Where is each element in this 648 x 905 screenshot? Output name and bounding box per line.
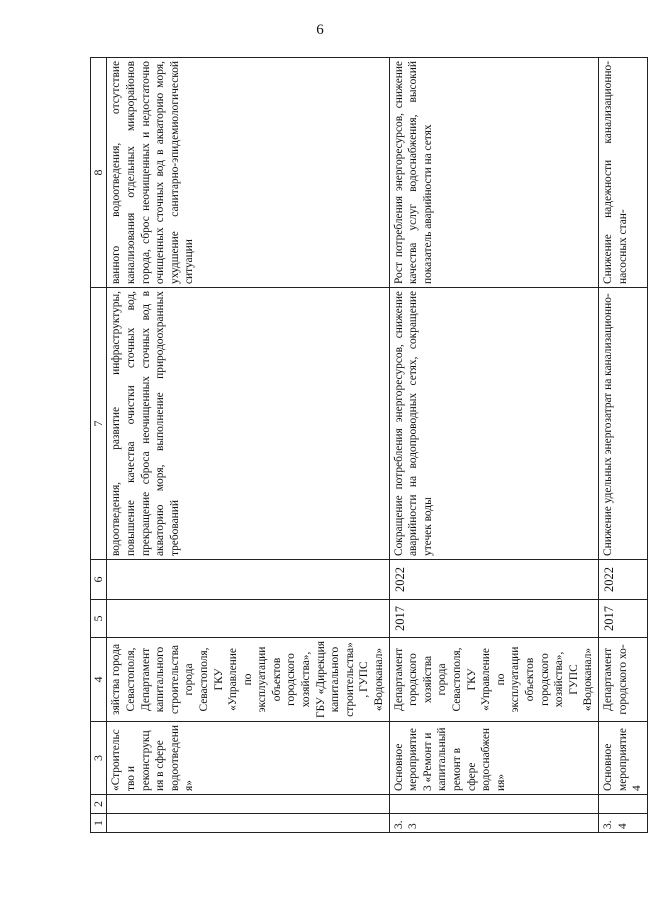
row-code bbox=[389, 795, 598, 814]
table-header-row bbox=[91, 58, 107, 833]
header-cell: 3 bbox=[91, 722, 107, 795]
page-number: 6 bbox=[316, 22, 324, 38]
start-year bbox=[107, 600, 389, 638]
responsible-executor: зяйства города Севастополя, Департамент капитального строительства города Севастополя, ГКУ «Управление по эксплуатации объектов городского хозяйства», ГБУ «Дирекция капитального строительства», ГУПС «Водоканал» bbox=[107, 638, 389, 722]
program-measures-table bbox=[90, 57, 648, 833]
end-year: 2022 bbox=[389, 560, 598, 600]
header-cell: 8 bbox=[91, 58, 107, 288]
header-cell: 2 bbox=[91, 795, 107, 814]
header-cell: 1 bbox=[91, 814, 107, 833]
table-row bbox=[598, 58, 647, 833]
expected-result: Снижение удельных энергозатрат на канализационно- bbox=[598, 288, 647, 560]
expected-result: водоотведения, развитие инфраструктуры, повышение качества очистки сточных вод, прекращение сброса неочищенных сточных вод в акваторию моря, выполнение природоохранных требований bbox=[107, 288, 389, 560]
non-implementation-consequences: Рост потребления энергоресурсов, снижение качества услуг водоснабжения, высокий показатель аварийности на сетях bbox=[389, 58, 598, 288]
measure-name: Основное мероприятие 3 «Ремонт и капитальный ремонт в сфере водоснабжения» bbox=[389, 722, 598, 795]
header-cell: 4 bbox=[91, 638, 107, 722]
header-cell: 6 bbox=[91, 560, 107, 600]
table-row bbox=[389, 58, 598, 833]
responsible-executor: Департамент городского хо- bbox=[598, 638, 647, 722]
expected-result: Сокращение потребления энергоресурсов, снижение аварийности на водопроводных сетях, сокращение утечек воды bbox=[389, 288, 598, 560]
table-row bbox=[107, 58, 389, 833]
measure-name: Основное мероприятие 4 bbox=[598, 722, 647, 795]
header-cell: 7 bbox=[91, 288, 107, 560]
non-implementation-consequences: Снижение надежности канализационно-насосных стан- bbox=[598, 58, 647, 288]
start-year: 2017 bbox=[389, 600, 598, 638]
row-code bbox=[598, 795, 647, 814]
non-implementation-consequences: ванного водоотведения, отсутствие канализования отдельных микрорайонов города, сброс неочищенных и недостаточно очищенных сточных вод в акваторию моря, ухудшение санитарно-эпидемиологической ситуации bbox=[107, 58, 389, 288]
row-number bbox=[107, 814, 389, 833]
row-number: 3.4 bbox=[598, 814, 647, 833]
responsible-executor: Департамент городского хозяйства города Севастополя, ГКУ «Управление по эксплуатации объектов городского хозяйства», ГУПС «Водоканал» bbox=[389, 638, 598, 722]
rotated-table-wrapper bbox=[90, 58, 644, 833]
row-code bbox=[107, 795, 389, 814]
row-number: 3.3 bbox=[389, 814, 598, 833]
rotated-table-inner bbox=[90, 58, 644, 833]
header-cell: 5 bbox=[91, 600, 107, 638]
end-year bbox=[107, 560, 389, 600]
end-year: 2022 bbox=[598, 560, 647, 600]
measure-name: «Строительство и реконструкция в сфере водоотведения» bbox=[107, 722, 389, 795]
start-year: 2017 bbox=[598, 600, 647, 638]
